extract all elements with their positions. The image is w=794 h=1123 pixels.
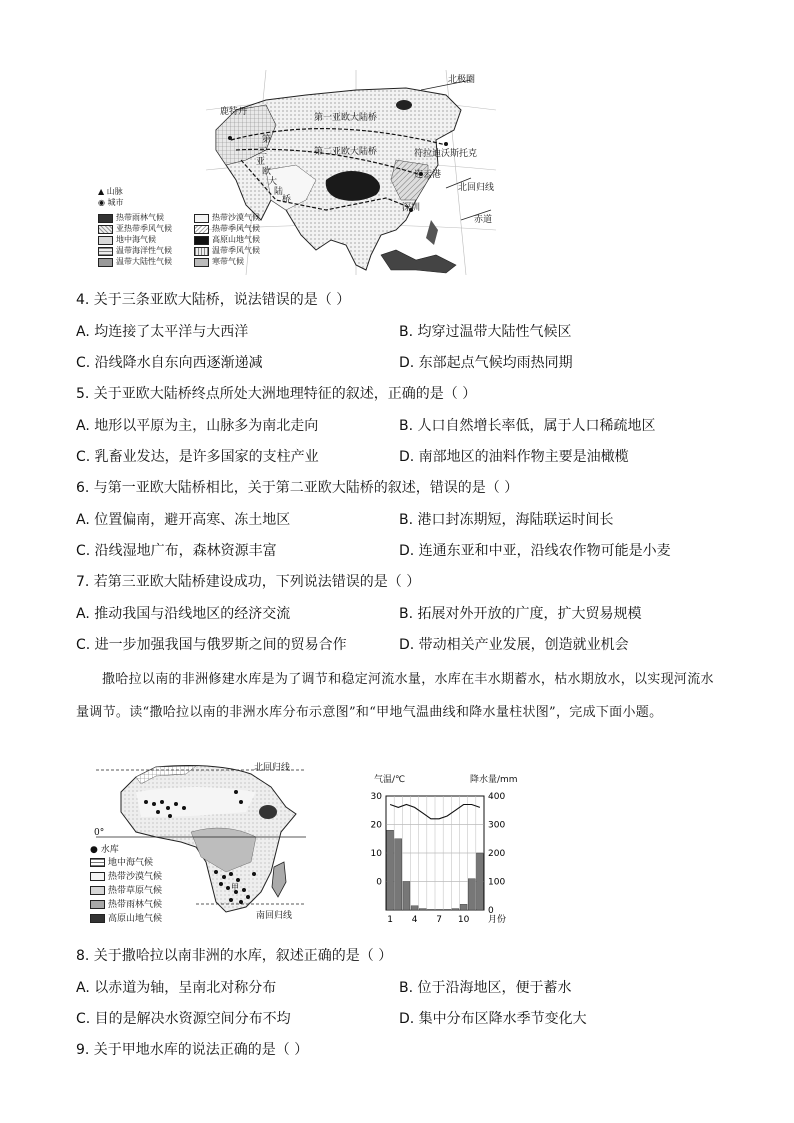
label-tropic-cancer: 北回归线 xyxy=(458,183,495,193)
label-bridge1: 第一亚欧大陆桥 xyxy=(314,113,378,123)
swatch-icon xyxy=(194,247,209,256)
question-stem: 9. 关于甲地水库的说法正确的是（ ） xyxy=(76,1042,309,1058)
option-b[interactable]: B. 拓展对外开放的广度，扩大贸易规模 xyxy=(399,606,642,622)
legend-item: 热带雨林气候 xyxy=(98,212,164,223)
option-d[interactable]: D. 集中分布区降水季节变化大 xyxy=(399,1011,587,1027)
bridge3-char: 桥 xyxy=(282,195,292,205)
option-b[interactable]: B. 港口封冻期短，海陆联运时间长 xyxy=(399,512,614,528)
legend-item: 热带草原气候 xyxy=(90,883,162,896)
precip-bar xyxy=(436,909,443,910)
y-right-tick-label: 200 xyxy=(488,849,506,859)
option-a[interactable]: A. 以赤道为轴，呈南北对称分布 xyxy=(76,980,277,996)
label-equator: 赤道 xyxy=(474,215,493,225)
label-equator: 0° xyxy=(94,828,105,838)
mountain-icon: ▲ xyxy=(98,187,105,196)
swatch-icon xyxy=(194,225,209,234)
legend-item: 温带海洋性气候 xyxy=(98,245,172,256)
option-a[interactable]: A. 均连接了太平洋与大西洋 xyxy=(76,324,249,340)
y-left-tick-label: 10 xyxy=(370,849,382,859)
reservoir-dot-icon: ● xyxy=(90,845,98,855)
x-axis-label: 月份 xyxy=(488,915,507,925)
swatch-icon xyxy=(98,236,113,245)
precip-bar xyxy=(427,909,434,910)
option-a[interactable]: A. 位置偏南，避开高寒、冻土地区 xyxy=(76,512,291,528)
legend-item: 温带大陆性气候 xyxy=(98,256,172,267)
chart-svg xyxy=(360,772,540,932)
option-a[interactable]: A. 推动我国与沿线地区的经济交流 xyxy=(76,606,291,622)
precip-bar xyxy=(419,909,426,910)
question-stem: 8. 关于撒哈拉以南非洲的水库，叙述正确的是（ ） xyxy=(76,948,393,964)
pattern-grid-icon xyxy=(90,858,105,867)
bridge3-char: 大 xyxy=(268,177,278,187)
legend-item: 寒带气候 xyxy=(194,256,244,267)
label-tropic-cancer: 北回归线 xyxy=(254,763,291,773)
legend-item: 亚热带季风气候 xyxy=(98,223,172,234)
label-jia: 甲 xyxy=(231,883,239,892)
option-d[interactable]: D. 东部起点气候均雨热同期 xyxy=(399,355,573,371)
question-stem: 7. 若第三亚欧大陆桥建设成功，下列说法错误的是（ ） xyxy=(76,574,421,590)
city-icon: ◉ xyxy=(98,198,105,207)
chart-ylabel-right: 降水量/mm xyxy=(470,775,518,785)
option-c[interactable]: C. 乳畜业发达，是许多国家的支柱产业 xyxy=(76,449,319,465)
legend-item-reservoir: ● 水库 xyxy=(90,845,119,855)
climate-chart xyxy=(360,772,540,932)
bridge3-char: 亚 xyxy=(256,157,266,167)
legend-item: 地中海气候 xyxy=(90,855,153,868)
swatch-icon xyxy=(98,247,113,256)
swatch-icon xyxy=(194,214,209,223)
legend-item: 热带雨林气候 xyxy=(90,897,162,910)
option-d[interactable]: D. 连通东亚和中亚，沿线农作物可能是小麦 xyxy=(399,543,671,559)
x-tick-label: 7 xyxy=(436,915,442,925)
legend-item: 地中海气候 xyxy=(98,234,156,245)
label-vladivostok: 符拉迪沃斯托克 xyxy=(414,149,478,159)
pattern-hatch-icon xyxy=(90,900,105,909)
eurasia-map-legend xyxy=(92,186,272,276)
precip-bar xyxy=(452,909,459,910)
y-right-tick-label: 0 xyxy=(488,906,494,916)
swatch-icon xyxy=(98,225,113,234)
legend-item: 高原山地气候 xyxy=(194,234,260,245)
option-b[interactable]: B. 人口自然增长率低，属于人口稀疏地区 xyxy=(399,418,656,434)
question-stem: 5. 关于亚欧大陆桥终点所处大洲地理特征的叙述，正确的是（ ） xyxy=(76,386,477,402)
precip-bar xyxy=(444,909,451,910)
x-tick-label: 4 xyxy=(411,915,418,925)
bridge3-char: 三 xyxy=(258,147,268,157)
legend-item: 高原山地气候 xyxy=(90,911,162,924)
label-bridge2: 第二亚欧大陆桥 xyxy=(314,147,378,157)
swatch-icon xyxy=(98,258,113,267)
label-tropic-capricorn: 南回归线 xyxy=(256,911,293,921)
legend-item: 温带季风气候 xyxy=(194,245,260,256)
label-north-pole: 北极圈 xyxy=(448,75,476,85)
swatch-icon xyxy=(194,258,209,267)
legend-symbol-mountain: ▲ 山脉 xyxy=(98,187,123,196)
precip-bar xyxy=(411,906,418,910)
pattern-light-icon xyxy=(90,872,105,881)
option-c[interactable]: C. 沿线降水自东向西逐渐递减 xyxy=(76,355,263,371)
chart-ylabel-left: 气温/℃ xyxy=(374,775,406,785)
label-lianyungang: 连云港 xyxy=(414,170,442,180)
label-rotterdam: 鹿特丹 xyxy=(220,107,248,117)
label-shenzhen: 深圳 xyxy=(402,203,421,213)
y-left-tick-label: 0 xyxy=(376,877,382,888)
x-tick-label: 10 xyxy=(457,915,470,925)
legend-symbol-city: ◉ 城市 xyxy=(98,198,124,207)
precip-bar xyxy=(476,853,483,910)
option-d[interactable]: D. 带动相关产业发展，创造就业机会 xyxy=(399,637,629,653)
option-c[interactable]: C. 进一步加强我国与俄罗斯之间的贸易合作 xyxy=(76,637,347,653)
africa-map-legend xyxy=(90,842,190,932)
option-a[interactable]: A. 地形以平原为主，山脉多为南北走向 xyxy=(76,418,319,434)
option-d[interactable]: D. 南部地区的油料作物主要是油橄榄 xyxy=(399,449,629,465)
bridge3-char: 陆 xyxy=(274,187,284,197)
question-stem: 6. 与第一亚欧大陆桥相比，关于第二亚欧大陆桥的叙述，错误的是（ ） xyxy=(76,480,519,496)
option-b[interactable]: B. 位于沿海地区，便于蓄水 xyxy=(399,980,572,996)
pattern-dark-icon xyxy=(90,914,105,923)
precip-bar xyxy=(460,904,467,910)
swatch-icon xyxy=(194,236,209,245)
y-right-tick-label: 300 xyxy=(488,820,506,831)
option-b[interactable]: B. 均穿过温带大陆性气候区 xyxy=(399,324,572,340)
option-c[interactable]: C. 沿线湿地广布，森林资源丰富 xyxy=(76,543,277,559)
legend-item: 热带沙漠气候 xyxy=(90,869,162,882)
legend-item: 热带沙漠气候 xyxy=(194,212,260,223)
precip-bar xyxy=(395,839,402,910)
option-c[interactable]: C. 目的是解决水资源空间分布不均 xyxy=(76,1011,291,1027)
pattern-medium-icon xyxy=(90,886,105,895)
precip-bar xyxy=(403,882,410,911)
precip-bar xyxy=(468,879,475,910)
legend-item: 热带季风气候 xyxy=(194,223,260,234)
y-left-tick-label: 30 xyxy=(370,792,382,802)
bridge3-char: 欧 xyxy=(262,167,272,177)
y-right-tick-label: 100 xyxy=(488,877,506,888)
swatch-icon xyxy=(98,214,113,223)
y-right-tick-label: 400 xyxy=(488,792,506,802)
passage-text: 撒哈拉以南的非洲修建水库是为了调节和稳定河流水量，水库在丰水期蓄水，枯水期放水，以实现河流水量调节。读“撒哈拉以南的非洲水库分布示意图”和“甲地气温曲线和降水量柱状图”，完成下面小题。 xyxy=(76,672,714,720)
bridge3-char: 第 xyxy=(262,135,272,145)
precip-bar xyxy=(387,830,394,910)
question-stem: 4. 关于三条亚欧大陆桥，说法错误的是（ ） xyxy=(76,292,351,308)
y-left-tick-label: 20 xyxy=(370,820,382,831)
x-tick-label: 1 xyxy=(387,915,393,925)
